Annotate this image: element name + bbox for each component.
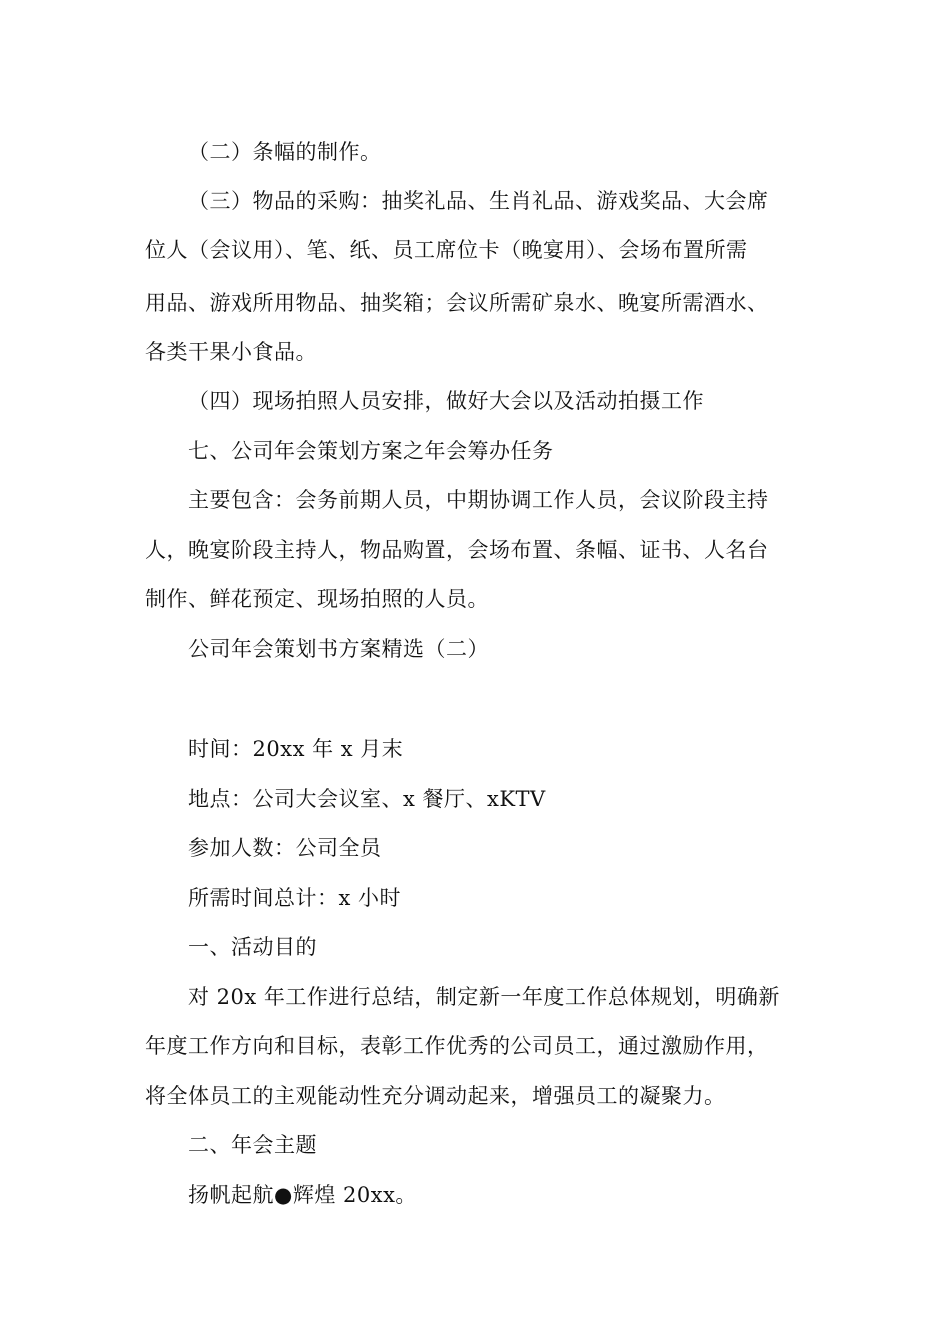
paragraph-line: （三）物品的采购：抽奖礼品、生肖礼品、游戏奖品、大会席 <box>188 189 769 213</box>
theme-text: 扬帆起航●辉煌 20xx。 <box>188 1183 417 1207</box>
paragraph-line: 人，晚宴阶段主持人，物品购置，会场布置、条幅、证书、人名台 <box>145 538 769 562</box>
paragraph-line: 制作、鲜花预定、现场拍照的人员。 <box>145 587 489 611</box>
paragraph-line: 位人（会议用）、笔、纸、员工席位卡（晚宴用）、会场布置所需 <box>145 238 748 262</box>
section-heading: 七、公司年会策划方案之年会筹办任务 <box>188 439 554 463</box>
info-location: 地点：公司大会议室、x 餐厅、xKTV <box>188 787 546 811</box>
paragraph-line: 主要包含：会务前期人员，中期协调工作人员，会议阶段主持 <box>188 488 769 512</box>
paragraph-line: 将全体员工的主观能动性充分调动起来，增强员工的凝聚力。 <box>145 1084 726 1108</box>
paragraph-line: （四）现场拍照人员安排，做好大会以及活动拍摄工作 <box>188 389 704 413</box>
paragraph-line: 各类干果小食品。 <box>145 340 317 364</box>
info-duration: 所需时间总计：x 小时 <box>188 886 402 910</box>
document-subtitle: 公司年会策划书方案精选（二） <box>188 637 489 661</box>
paragraph-line: 对 20x 年工作进行总结，制定新一年度工作总体规划，明确新 <box>188 985 780 1009</box>
paragraph-line: 年度工作方向和目标，表彰工作优秀的公司员工，通过激励作用， <box>145 1034 769 1058</box>
section-heading: 一、活动目的 <box>188 935 317 959</box>
info-attendees: 参加人数：公司全员 <box>188 836 382 860</box>
paragraph-line: 用品、游戏所用物品、抽奖箱；会议所需矿泉水、晚宴所需酒水、 <box>145 291 769 315</box>
paragraph-line: （二）条幅的制作。 <box>188 140 382 164</box>
section-heading: 二、年会主题 <box>188 1133 317 1157</box>
info-time: 时间：20xx 年 x 月末 <box>188 737 404 761</box>
